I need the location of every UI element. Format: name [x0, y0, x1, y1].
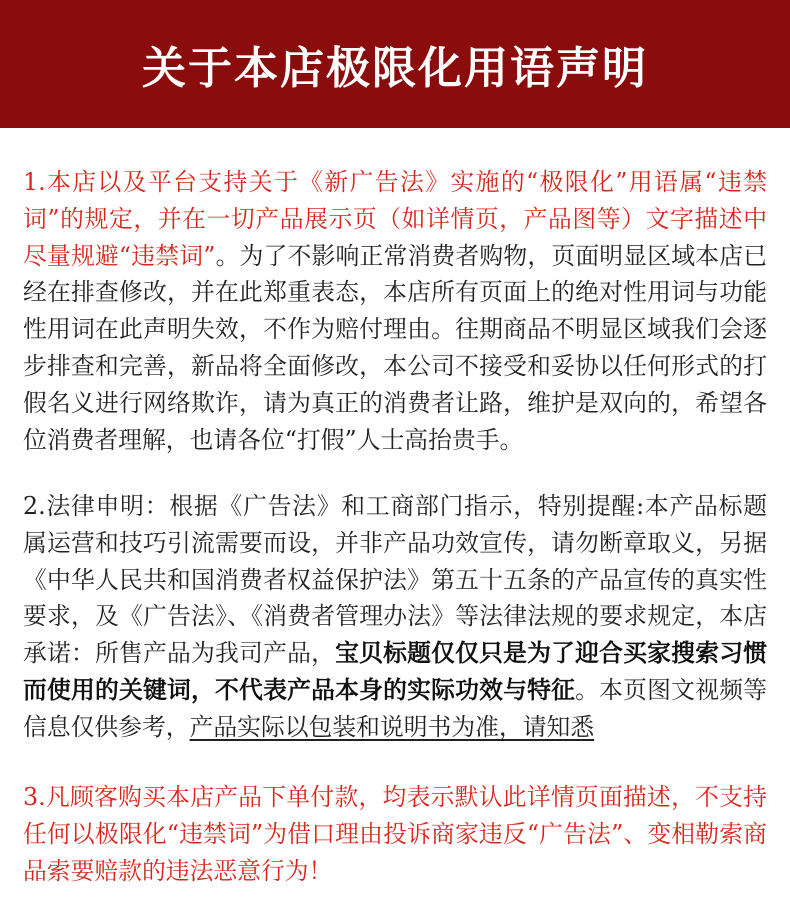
- statement-paragraph-2: [23, 488, 767, 746]
- statement-1-highlight: 1.本店以及平台支持关于《新广告法》实施的“极限化”用语属“违禁词”的规定，并在一切产品展示页（如详情页，产品图等）文字描述中尽量规避“违禁词”: [23, 168, 767, 270]
- title-banner: [0, 0, 790, 128]
- page-title: 关于本店极限化用语声明: [142, 43, 648, 94]
- statement-2-intro: 2.法律申明：根据《广告法》和工商部门指示，特别提醒:本产品标题属运营和技巧引流需要而设，并非产品功效宣传，请勿断章取义，另据《中华人民共和国消费者权益保护法》第五十五条的产品宣传的真实性要求，及《广告法》、《消费者管理办法》等法律法规的要求规定，本店承诺：所售产品为我司产品，: [23, 492, 767, 668]
- statement-paragraph-1: [23, 164, 767, 458]
- statement-2-underlined: 产品实际以包装和说明书为准，请知悉: [189, 712, 595, 741]
- statement-2-middle: 。本页图文视频等信息仅供参考，: [23, 675, 768, 741]
- statement-1-body: 。为了不影响正常消费者购物，页面明显区域本店已经在排查修改，并在此郑重表态，本店所有页面上的绝对性用词与功能性用词在此声明失效，不作为赔付理由。往期商品不明显区域我们会逐步排查和完善，新品将全面修改，本公司不接受和妥协以任何形式的打假名义进行网络欺诈，请为真正的消费者让路，维护是双向的，希望各位消费者理解，也请各位“打假”人士高抬贵手。: [23, 241, 767, 454]
- statement-2-bold: 宝贝标题仅仅只是为了迎合买家搜索习惯而使用的关键词，不代表产品本身的实际功效与特征: [23, 639, 768, 704]
- statement-paragraph-3: 3.凡顾客购买本店产品下单付款，均表示默认此详情页面描述，不支持任何以极限化“违禁词”为借口理由投诉商家违反“广告法”、变相勒索商品索要赔款的违法恶意行为！: [23, 783, 767, 885]
